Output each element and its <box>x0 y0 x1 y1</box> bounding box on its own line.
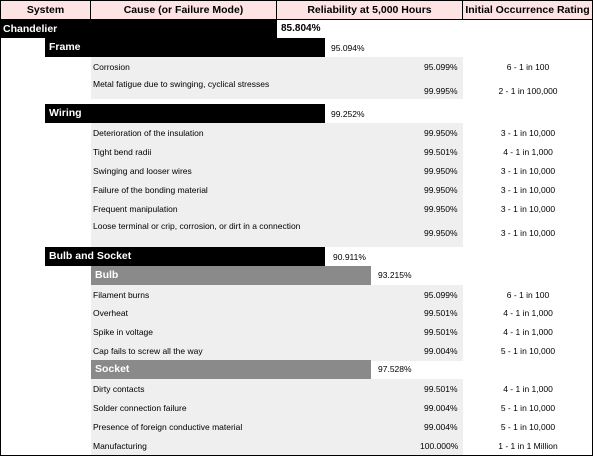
occ-bonding: 3 - 1 in 10,000 <box>500 185 556 195</box>
rel-swinging-wires: 99.950% <box>424 166 458 176</box>
frame-bar[interactable] <box>45 38 325 57</box>
cause-loose-terminal: Loose terminal or crip, corrosion, or dirt in a connection <box>93 221 301 231</box>
rel-solder: 99.004% <box>424 403 458 413</box>
bulb-reliability: 93.215% <box>378 270 412 280</box>
socket-bar[interactable] <box>91 360 371 379</box>
rel-metal-fatigue: 99.995% <box>424 86 458 96</box>
system-reliability: 85.804% <box>281 23 321 34</box>
occ-swinging-wires: 3 - 1 in 10,000 <box>500 166 556 176</box>
cause-manipulation: Frequent manipulation <box>93 204 178 214</box>
wiring-label: Wiring <box>49 107 82 119</box>
occ-loose-terminal: 3 - 1 in 10,000 <box>500 228 556 238</box>
header-cause[interactable]: Cause (or Failure Mode) <box>90 0 277 20</box>
cause-swinging-wires: Swinging and looser wires <box>93 166 192 176</box>
frame-reliability: 95.094% <box>331 43 365 53</box>
occ-dirty-contacts: 4 - 1 in 1,000 <box>503 384 553 394</box>
occ-overheat: 4 - 1 in 1,000 <box>503 308 553 318</box>
occ-corrosion: 6 - 1 in 100 <box>506 62 550 72</box>
cause-solder: Solder connection failure <box>93 403 187 413</box>
rel-bonding: 99.950% <box>424 185 458 195</box>
header-reliability[interactable]: Reliability at 5,000 Hours <box>276 0 463 20</box>
cause-overheat: Overheat <box>93 308 128 318</box>
system-label: Chandelier <box>3 23 58 35</box>
bulb-socket-bar[interactable] <box>45 247 325 266</box>
header-system[interactable]: System <box>0 0 91 20</box>
occ-tight-bend: 4 - 1 in 1,000 <box>503 147 553 157</box>
cause-cap-fails: Cap fails to screw all the way <box>93 346 203 356</box>
occ-cap-fails: 5 - 1 in 10,000 <box>500 346 556 356</box>
socket-reliability: 97.528% <box>378 364 412 374</box>
rel-loose-terminal: 99.950% <box>424 228 458 238</box>
rel-manufacturing: 100.000% <box>420 441 459 451</box>
bulb-socket-reliability: 90.911% <box>333 252 366 262</box>
rel-corrosion: 95.099% <box>424 62 458 72</box>
cause-filament: Filament burns <box>93 290 150 300</box>
rel-insulation: 99.950% <box>424 128 458 138</box>
rel-overheat: 99.501% <box>424 308 458 318</box>
occ-voltage-spike: 4 - 1 in 1,000 <box>503 327 553 337</box>
rel-tight-bend: 99.501% <box>424 147 458 157</box>
cause-corrosion: Corrosion <box>93 62 130 72</box>
cause-insulation: Deterioration of the insulation <box>93 128 204 138</box>
cause-metal-fatigue: Metal fatigue due to swinging, cyclical stresses <box>93 79 270 89</box>
bulb-label: Bulb <box>95 269 119 281</box>
rel-filament: 95.099% <box>424 290 458 300</box>
wiring-reliability: 99.252% <box>331 109 365 119</box>
occ-insulation: 3 - 1 in 10,000 <box>500 128 556 138</box>
cause-bonding: Failure of the bonding material <box>93 185 208 195</box>
occ-foreign-material: 5 - 1 in 10,000 <box>500 422 556 432</box>
rel-foreign-material: 99.004% <box>424 422 458 432</box>
header-occurrence[interactable]: Initial Occurrence Rating <box>462 0 593 20</box>
cause-dirty-contacts: Dirty contacts <box>93 384 145 394</box>
cause-manufacturing: Manufacturing <box>93 441 147 451</box>
frame-label: Frame <box>49 41 81 53</box>
occ-solder: 5 - 1 in 10,000 <box>500 403 556 413</box>
cause-tight-bend: Tight bend radii <box>93 147 152 157</box>
rel-cap-fails: 99.004% <box>424 346 458 356</box>
socket-label: Socket <box>95 363 130 375</box>
occ-manufacturing: 1 - 1 in 1 Million <box>498 441 558 451</box>
cause-foreign-material: Presence of foreign conductive material <box>93 422 243 432</box>
occ-metal-fatigue: 2 - 1 in 100,000 <box>498 86 558 96</box>
rel-voltage-spike: 99.501% <box>424 327 458 337</box>
cause-voltage-spike: Spike in voltage <box>93 327 154 337</box>
occ-filament: 6 - 1 in 100 <box>506 290 550 300</box>
wiring-bar[interactable] <box>45 104 325 123</box>
bulb-socket-label: Bulb and Socket <box>49 250 132 262</box>
system-bar[interactable] <box>0 20 277 38</box>
rel-manipulation: 99.950% <box>424 204 458 214</box>
bulb-bar[interactable] <box>91 266 371 285</box>
occ-manipulation: 3 - 1 in 10,000 <box>500 204 556 214</box>
left-rule <box>0 20 1 456</box>
rel-dirty-contacts: 99.501% <box>424 384 458 394</box>
